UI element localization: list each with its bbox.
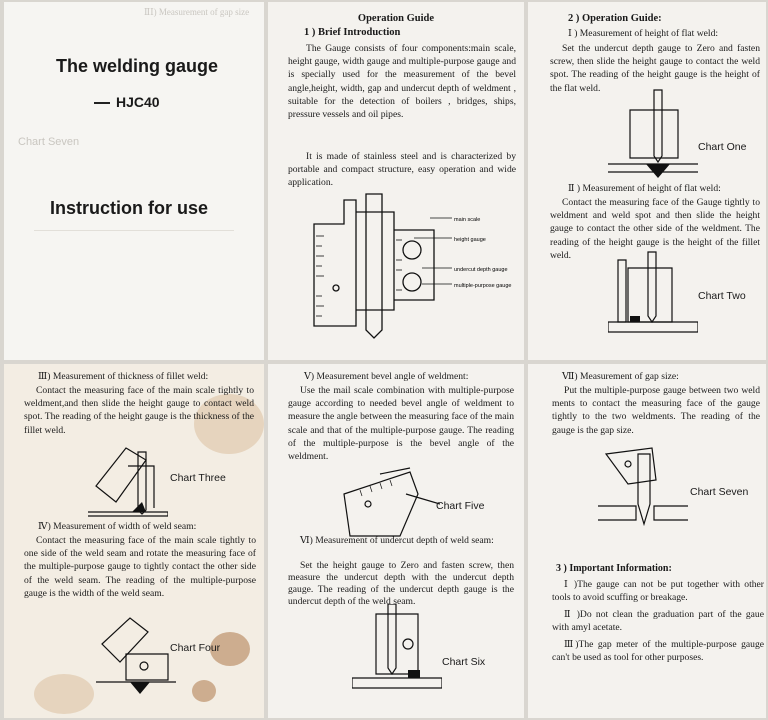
operation-guide-title: Operation Guide [357, 13, 435, 24]
cover-title: The welding gauge [56, 56, 219, 76]
operation-guide-panel [268, 2, 524, 360]
paper-stain-2 [34, 674, 94, 714]
brief-intro-paragraph-2: It is made of stainless steel and is characterized by portable and compact structure, easy operation and wide application. [288, 151, 516, 189]
chart-one-label: Chart One [698, 141, 747, 153]
ghost-chart-label: Chart Seven [18, 136, 80, 148]
chart-four-diagram [96, 614, 176, 696]
info-item-1: Ⅰ )The gauge can not be put together with other tools to avoid scuffing or breakage. [552, 579, 764, 604]
m1-text: Set the undercut depth gauge to Zero and fasten screw, then slide the height gauge to contact the weld spot. The reading of the height gauge is the height of the flat weld. [550, 43, 760, 94]
label-undercut: undercut depth gauge [454, 267, 508, 273]
m7-text: Put the multiple-purpose gauge between two weld ments to contact the measuring face of the gauge tightly to the two weldments. The reading of the gauge is the gap size. [552, 385, 760, 436]
measurement-3-4-panel [4, 364, 264, 718]
chart-two-diagram [608, 250, 698, 340]
chart-six-diagram [352, 604, 442, 694]
measurement-5-6-panel [268, 364, 524, 718]
m2-heading: Ⅱ ) Measurement of height of flat weld: [568, 183, 721, 194]
cover-panel [4, 2, 264, 360]
measurement-7-info-panel [528, 364, 766, 718]
chart-seven-label: Chart Seven [690, 486, 749, 498]
important-info-heading: 3 ) Important Information: [556, 563, 672, 574]
cover-instruction-title: Instruction for use [50, 198, 209, 218]
info-item-2: Ⅱ )Do not clean the graduation part of the gaue with amyl acetate. [552, 609, 764, 634]
info-item-3: Ⅲ)The gap meter of the multiple-purpose gauge can't be used as tool for other purposes. [552, 639, 764, 664]
rust-stain-2 [192, 680, 216, 702]
bleed-through-block [34, 230, 234, 300]
cover-dash [94, 102, 110, 104]
chart-four-label: Chart Four [170, 642, 221, 654]
m5-heading: Ⅴ) Measurement bevel angle of weldment: [304, 371, 469, 382]
brief-intro-paragraph: The Gauge consists of four components:main scale, height gauge, width gauge and multiple-purpose gauge and is specially used for the measurement of the bevel angle,height, width, gap and undercut depth of weldment , suitable for the detection of boilers , bridges, ships, pressure vessels and oil pipes. [288, 43, 516, 121]
chart-two-label: Chart Two [698, 290, 746, 302]
label-multi: multiple-purpose gauge [454, 283, 512, 289]
chart-seven-diagram [598, 444, 688, 534]
chart-five-diagram [340, 464, 440, 544]
chart-one-diagram [608, 88, 698, 178]
m2-text: Contact the measuring face of the Gauge tightly to weldment and weld spot and then slide the height gauge to contact the other side of the weldment. The reading of the height gauge is the height of the fillet weld. [550, 197, 760, 261]
operation-guide-2-panel [528, 2, 766, 360]
m6-text: Set the height gauge to Zero and fasten screw, then measure the undercut depth with the undercut depth gauge. The reading of the undercut depth gauge is the undercut depth of the weld seam. [288, 560, 514, 607]
chart-three-label: Chart Three [170, 472, 226, 484]
chart-five-label: Chart Five [436, 500, 485, 512]
operation-guide-heading: 2 ) Operation Guide: [568, 13, 662, 24]
m4-heading: Ⅳ) Measurement of width of weld seam: [38, 521, 197, 532]
chart-six-label: Chart Six [442, 656, 486, 668]
m3-heading: Ⅲ) Measurement of thickness of fillet weld: [38, 371, 209, 382]
brief-intro-heading: 1 ) Brief Introduction [304, 27, 401, 38]
bleed-text: ⅡⅠ) Measurement of gap size [144, 7, 250, 17]
m4-text: Contact the measuring face of the main scale tightly to one side of the weld seam and rotate the measuring face of the multiple-purpose gauge to tightly contact the other side of the weld seam. The reading of the multiple-purpose gauge is the width of the weld seam. [24, 535, 256, 599]
m5-text: Use the mail scale combination with multiple-purpose gauge according to needed bevel angle of weldment to measure the angle between the measuring face of the main scale and that of the multiple-purpose gauge. The reading of the multiple-purpose is the bevel angle of the weldment. [288, 385, 514, 463]
cover-model: HJC40 [116, 94, 160, 110]
m7-heading: Ⅶ) Measurement of gap size: [562, 371, 679, 382]
m1-heading: Ⅰ ) Measurement of height of flat weld: [568, 28, 719, 39]
chart-three-diagram [88, 446, 168, 518]
m6-heading: Ⅵ) Measurement of undercut depth of weld seam: [300, 535, 494, 546]
label-height-gauge: height gauge [454, 237, 486, 243]
gauge-diagram [304, 190, 519, 340]
m3-text: Contact the measuring face of the main scale tightly to weldment,and then slide the height gauge to contact weld spot. The reading of the height gauge is the thickness of the fillet weld. [24, 385, 254, 436]
label-main-scale: main scale [454, 217, 481, 223]
